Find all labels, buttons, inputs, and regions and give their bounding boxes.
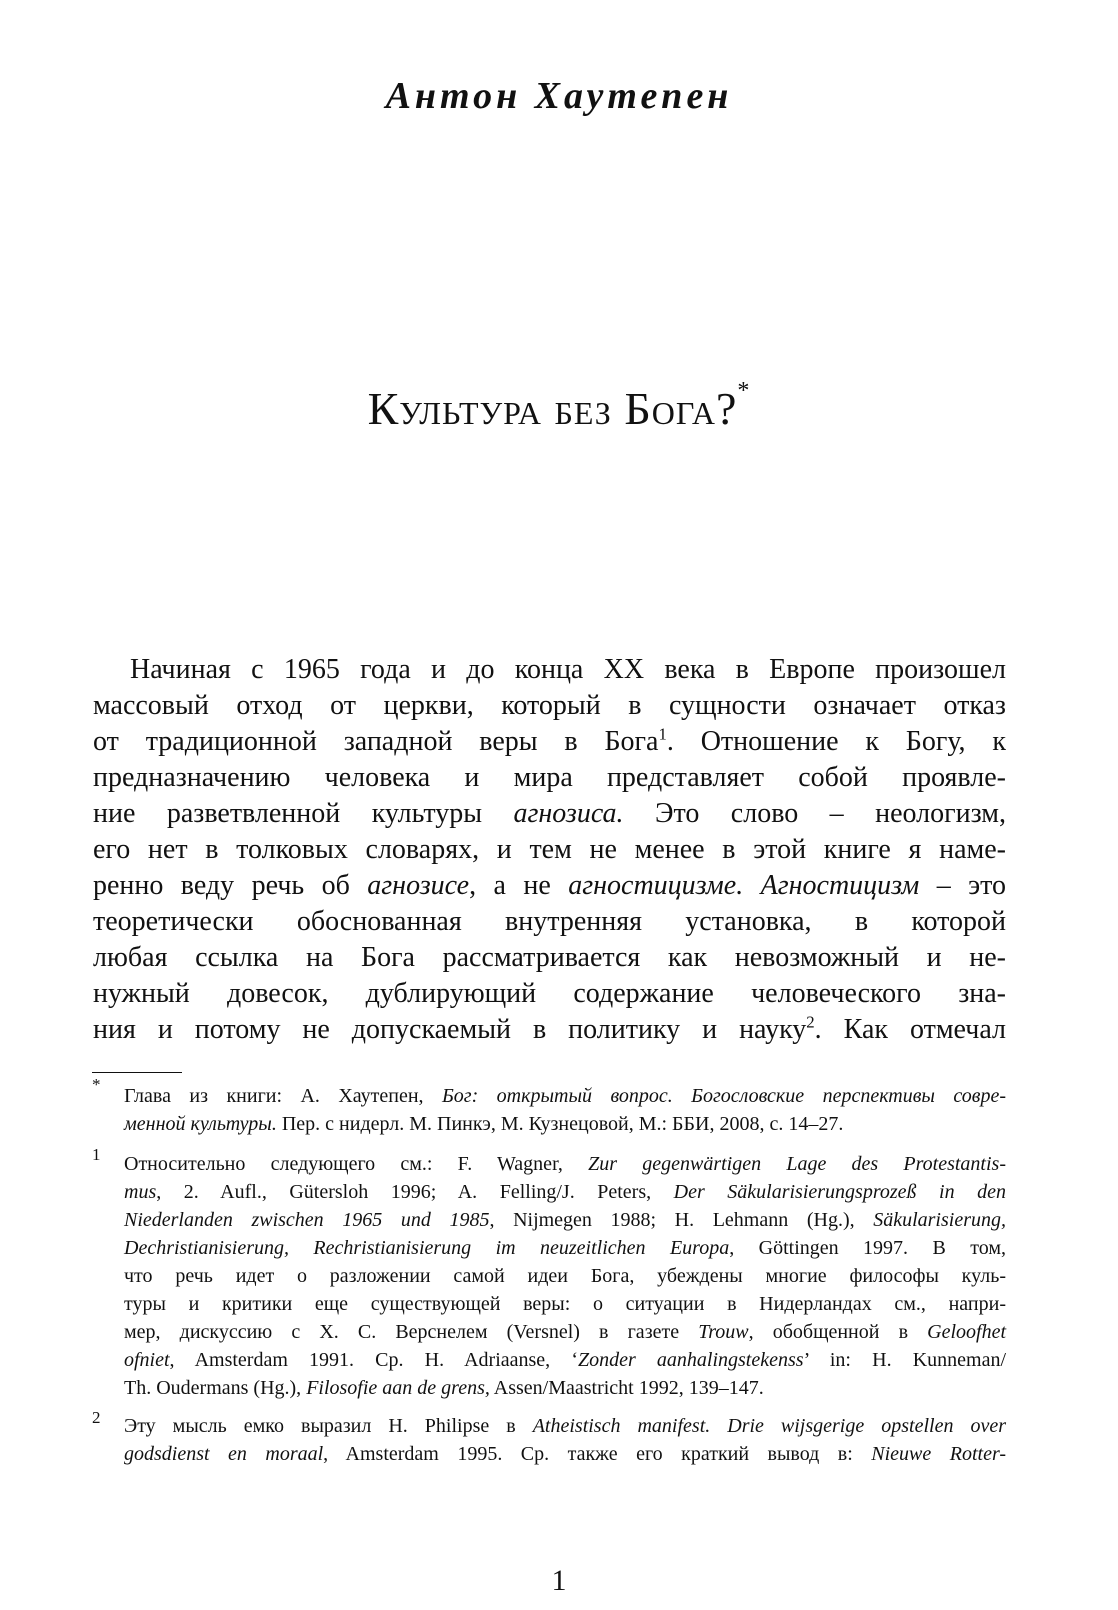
text-span: Это слово – неологизм,: [623, 798, 1006, 829]
text-span: , 2. Aufl., Gütersloh 1996; A. Felling/J. Peters,: [156, 1181, 674, 1203]
italic-span: godsdienst en moraal: [124, 1443, 324, 1465]
italic-span: Filosofie aan de grens,: [306, 1377, 490, 1399]
footnote-line: [124, 1318, 1006, 1346]
text-span: мер, дискуссию с Х. С. Верснелем (Versnel) в газете: [124, 1321, 699, 1343]
text-span: Начиная с 1965 года и до конца XX века в Европе произошел: [130, 654, 1006, 685]
body-line: [93, 868, 1006, 904]
text-span: его нет в толковых словарях, и тем не менее в этой книге я наме-: [93, 834, 1006, 865]
body-line: [93, 688, 1006, 724]
footnote-line: [124, 1178, 1006, 1206]
title-text: Культура без Бога?: [367, 383, 738, 434]
text-span: что речь идет о разложении самой идеи Бога, убеждены многие философы куль-: [124, 1265, 1006, 1287]
text-span: . Как отмечал: [814, 1014, 1006, 1045]
text-span: , Göttingen 1997. В том,: [729, 1237, 1006, 1259]
text-span: Пер. с нидерл. М. Пинкэ, М. Кузнецовой, М.: ББИ, 2008, с. 14–27.: [276, 1113, 844, 1135]
italic-span: ofniet: [124, 1349, 170, 1371]
body-line: [93, 760, 1006, 796]
footnote-separator: [92, 1072, 182, 1073]
italic-span: агнозисе: [367, 870, 470, 901]
text-span: , Nijmegen 1988; H. Lehmann (Hg.),: [489, 1209, 874, 1231]
text-span: ’ in: H. Kunneman/: [803, 1349, 1007, 1371]
footnote-line: [124, 1346, 1006, 1374]
text-span: от традиционной западной веры в Бога: [93, 726, 659, 757]
text-span: нужный довесок, дублирующий содержание человеческого зна-: [93, 978, 1006, 1009]
italic-span: Der Säkularisierungsprozeß in den: [673, 1181, 1007, 1203]
body-line: [93, 976, 1006, 1012]
body-line: [93, 940, 1006, 976]
italic-span: Trouw: [698, 1321, 749, 1343]
text-span: Assen/Maastricht 1992, 139–147.: [489, 1377, 764, 1399]
footnote-line: [124, 1110, 1006, 1138]
text-span: теоретически обоснованная внутренняя установка, в которой: [93, 906, 1006, 937]
italic-span: менной культуры.: [124, 1113, 277, 1135]
text-span: , Amsterdam 1995. Ср. также его краткий вывод в:: [323, 1443, 872, 1465]
footnote-mark: 2: [92, 1408, 101, 1427]
text-span: массовый отход от церкви, который в сущности означает отказ: [93, 690, 1006, 721]
text-span: , Amsterdam 1991. Ср. H. Adriaanse, ‘: [169, 1349, 578, 1371]
italic-span: Zur gegenwärtigen Lage des Protestantis-: [588, 1153, 1006, 1175]
text-span: ния и потому не допускаемый в политику и науку: [93, 1014, 807, 1045]
italic-span: Бог: открытый вопрос. Богословские перспективы совре-: [441, 1085, 1006, 1107]
footnote-line: [124, 1374, 1006, 1402]
title-footnote-mark: *: [737, 378, 751, 404]
text-span: Th. Oudermans (Hg.),: [124, 1377, 307, 1399]
text-span: – это: [919, 870, 1006, 901]
body-line: [93, 1012, 1006, 1048]
footnote-line: [124, 1262, 1006, 1290]
italic-span: Atheistisch manifest. Drie wijsgerige opstellen over: [532, 1415, 1006, 1437]
footnote-ref: 1: [658, 724, 667, 744]
page-number: 1: [551, 1564, 567, 1597]
italic-span: Dechristianisierung, Rechristianisierung im neuzeitlichen Europa: [124, 1237, 730, 1259]
italic-span: агностицизме. Агностицизм: [568, 870, 920, 901]
italic-span: Nieuwe Rotter-: [871, 1443, 1006, 1465]
italic-span: mus: [124, 1181, 157, 1203]
footnote-ref: 2: [806, 1012, 815, 1032]
footnote-mark: 1: [92, 1145, 101, 1164]
text-span: туры и критики еще существующей веры: о ситуации в Нидерландах см., напри-: [124, 1293, 1006, 1315]
body-line: [93, 904, 1006, 940]
text-span: Глава из книги: А. Хаутепен,: [124, 1085, 442, 1107]
italic-span: Geloofhet: [927, 1321, 1007, 1343]
footnote-line: [124, 1150, 1006, 1178]
body-line: [93, 832, 1006, 868]
footnote-line: [124, 1234, 1006, 1262]
body-line: [93, 796, 1006, 832]
footnote-mark: *: [92, 1075, 101, 1094]
footnote-line: [124, 1082, 1006, 1110]
body-line: [93, 724, 1006, 760]
footnote-line: [124, 1206, 1006, 1234]
text-span: предназначению человека и мира представляет собой проявле-: [93, 762, 1006, 793]
italic-span: Zonder aanhalingstekenss: [577, 1349, 804, 1371]
text-span: ренно веду речь об: [93, 870, 368, 901]
text-span: . Отношение к Богу, к: [666, 726, 1006, 757]
footnote-line: [124, 1290, 1006, 1318]
text-span: Относительно следующего см.: F. Wagner,: [124, 1153, 589, 1175]
body-line: [130, 652, 1006, 688]
text-span: ние разветвленной культуры: [93, 798, 514, 829]
text-span: любая ссылка на Бога рассматривается как невозможный и не-: [93, 942, 1006, 973]
article-title: [0, 378, 1118, 435]
text-span: , а не: [469, 870, 569, 901]
italic-span: агнозиса.: [513, 798, 624, 829]
italic-span: Niederlanden zwischen 1965 und 1985: [124, 1209, 490, 1231]
italic-span: Säkularisierung,: [873, 1209, 1006, 1231]
footnote-line: [124, 1440, 1006, 1468]
footnote-line: [124, 1412, 1006, 1440]
text-span: , обобщенной в: [748, 1321, 928, 1343]
author-name: Антон Хаутепен: [385, 75, 733, 117]
text-span: Эту мысль емко выразил H. Philipse в: [124, 1415, 533, 1437]
